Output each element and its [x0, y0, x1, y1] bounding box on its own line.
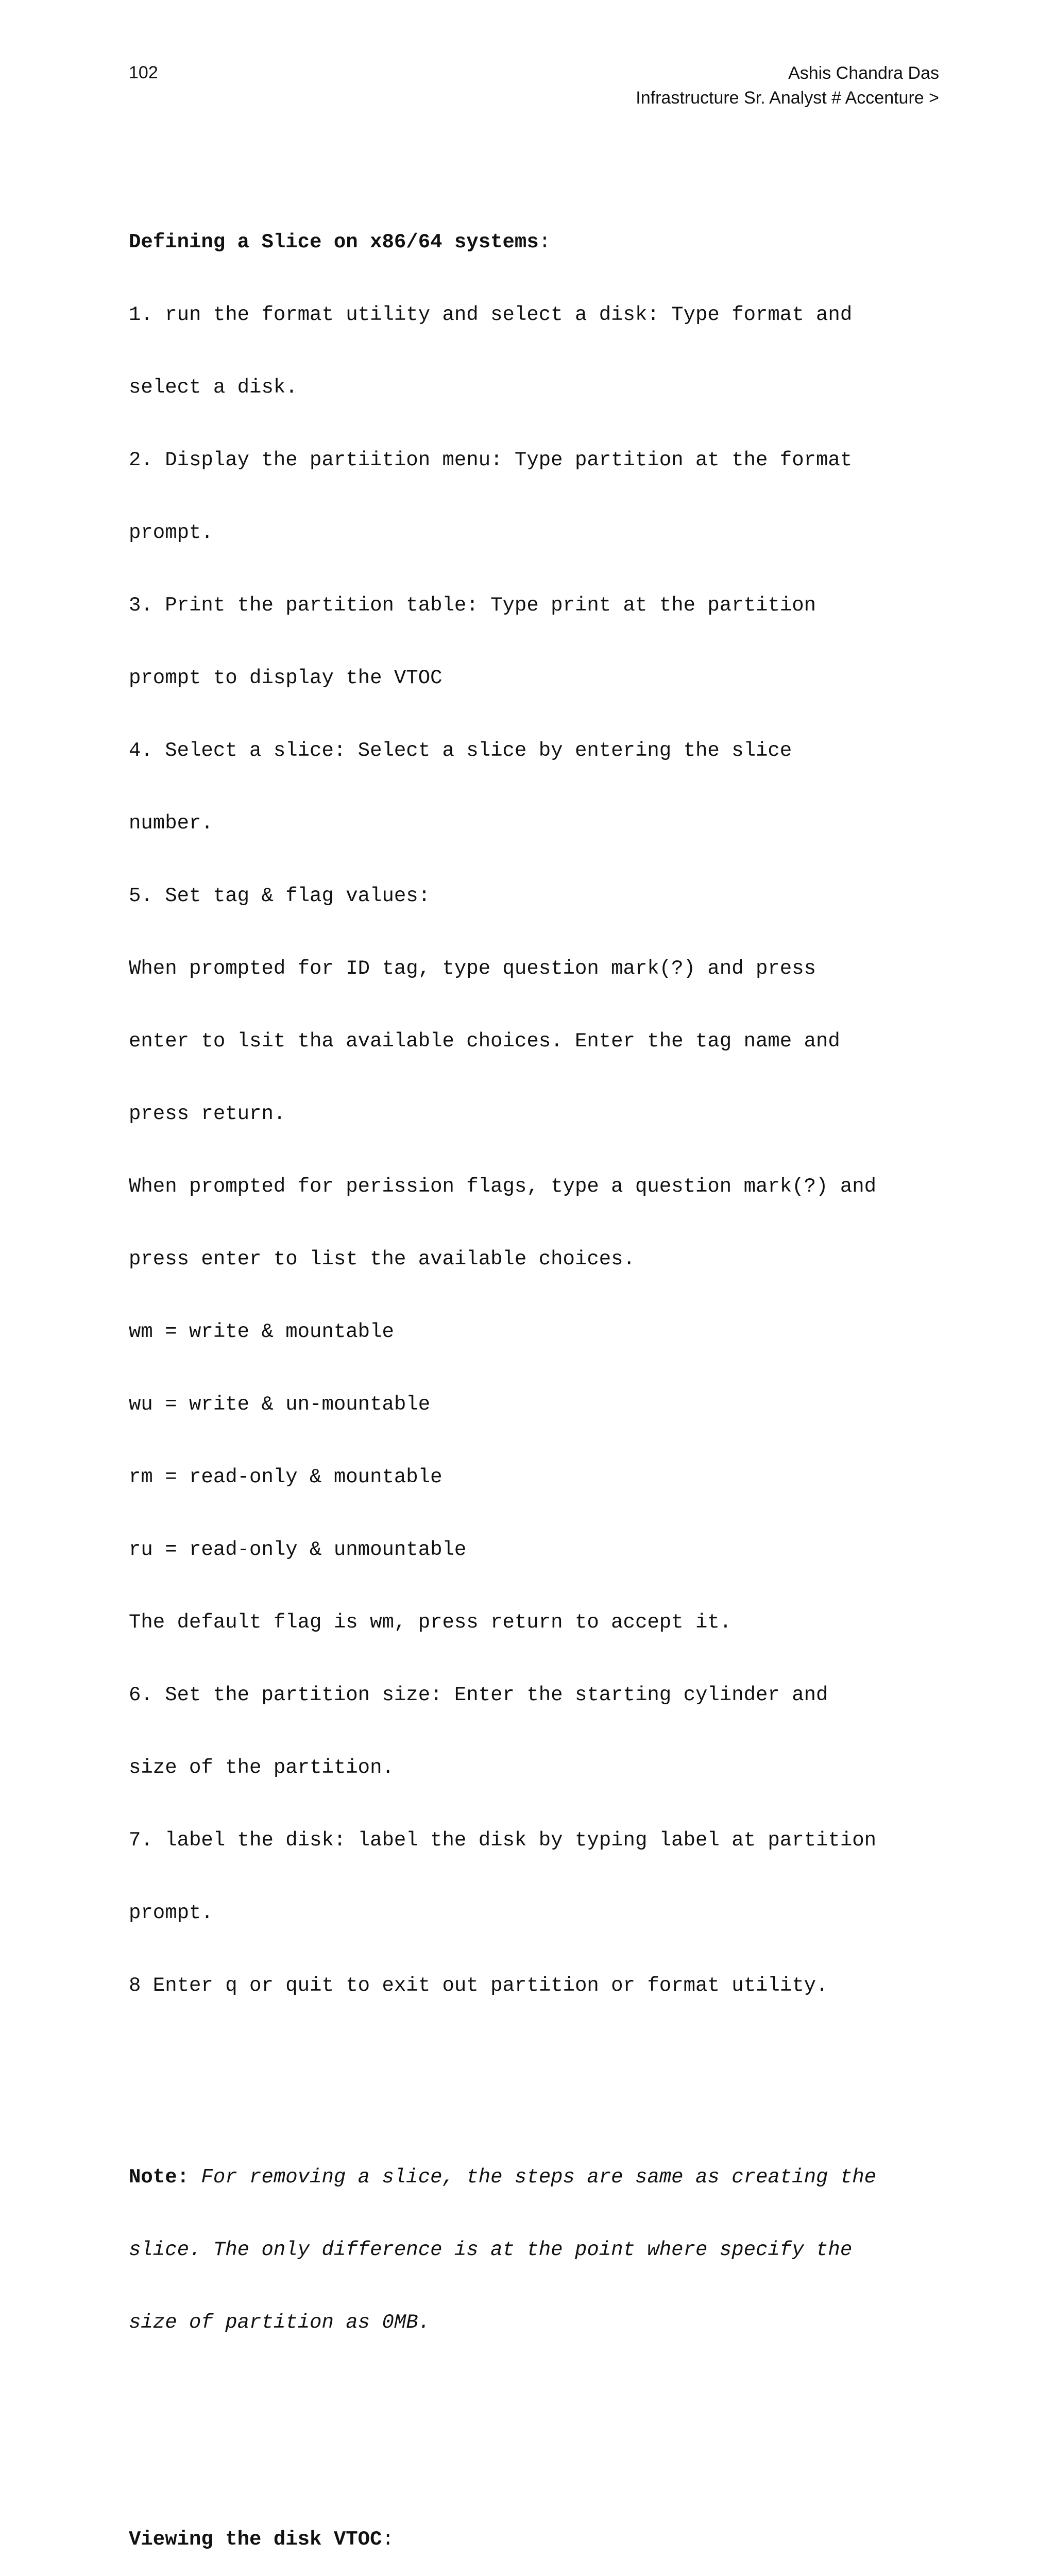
body-line: When prompted for perission flags, type a question mark(?) and — [129, 1175, 877, 1198]
body-line: prompt. — [129, 1902, 213, 1924]
body-line: 6. Set the partition size: Enter the starting cylinder and — [129, 1684, 828, 1706]
body-line: 7. label the disk: label the disk by typing label at partition — [129, 1829, 877, 1852]
body-line: 2. Display the partiition menu: Type partition at the format — [129, 449, 853, 471]
document-body — [129, 158, 963, 2576]
body-line: number. — [129, 812, 213, 835]
section-heading-viewing-vtoc: Viewing the disk VTOC: — [129, 2528, 394, 2551]
body-line: 8 Enter q or quit to exit out partition or format utility. — [129, 1974, 828, 1997]
section-heading-defining-slice: Defining a Slice on x86/64 systems: — [129, 231, 551, 253]
body-line: press return. — [129, 1103, 286, 1125]
spacer — [129, 2071, 963, 2093]
body-line: ru = read-only & unmountable — [129, 1538, 467, 1561]
body-line: 4. Select a slice: Select a slice by entering the slice — [129, 739, 792, 762]
body-line: prompt. — [129, 521, 213, 544]
note-line: size of partition as 0MB. — [129, 2311, 431, 2334]
page-number: 102 — [129, 63, 158, 82]
note-line — [129, 2165, 963, 2190]
author-title: Infrastructure Sr. Analyst # Accenture > — [636, 88, 939, 108]
body-line: 1. run the format utility and select a disk: Type format and — [129, 303, 853, 326]
body-line: enter to lsit tha available choices. Enter the tag name and — [129, 1030, 840, 1053]
body-line: size of the partition. — [129, 1756, 394, 1779]
body-line: rm = read-only & mountable — [129, 1466, 443, 1488]
body-line: prompt to display the VTOC — [129, 667, 443, 689]
body-line: wm = write & mountable — [129, 1320, 394, 1343]
spacer — [129, 2408, 963, 2455]
body-line: 3. Print the partition table: Type print at the partition — [129, 594, 816, 617]
body-line: 5. Set tag & flag values: — [129, 885, 431, 907]
author-name: Ashis Chandra Das — [788, 63, 939, 83]
body-line: The default flag is wm, press return to accept it. — [129, 1611, 732, 1634]
note-line: slice. The only difference is at the point where specify the — [129, 2239, 853, 2261]
body-line: When prompted for ID tag, type question mark(?) and press — [129, 957, 816, 980]
running-header — [636, 61, 939, 110]
body-line: select a disk. — [129, 376, 298, 399]
body-line: wu = write & un-mountable — [129, 1393, 431, 1416]
note-text: For removing a slice, the steps are same as creating the — [189, 2166, 877, 2189]
note-label: Note: — [129, 2166, 190, 2189]
body-line: press enter to list the available choices. — [129, 1248, 635, 1270]
